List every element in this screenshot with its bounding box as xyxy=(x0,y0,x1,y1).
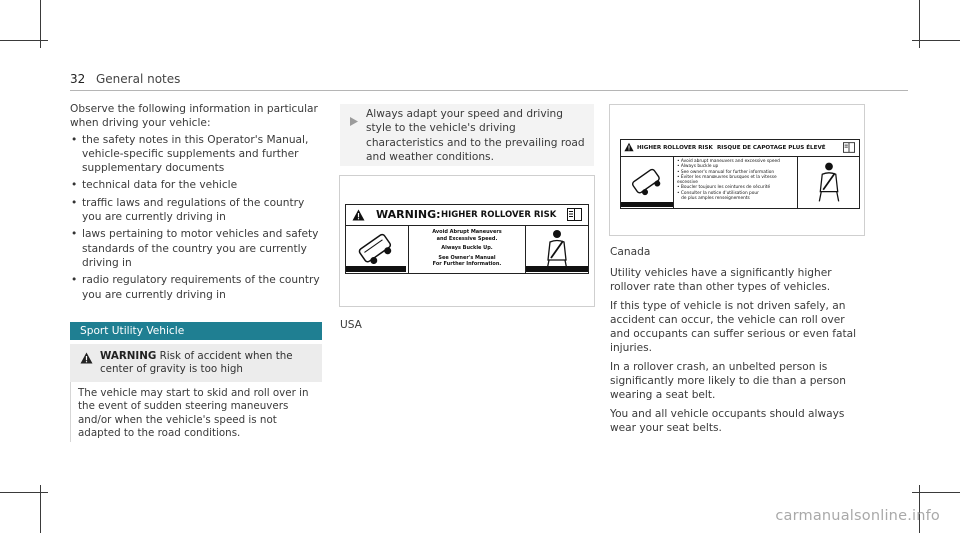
crop-mark xyxy=(0,492,48,493)
rollover-icon xyxy=(346,226,406,272)
paragraph: You and all vehicle occupants should always wear your seat belts. xyxy=(610,407,845,434)
usa-label-line: For Further Information. xyxy=(432,261,502,267)
canada-label-line: • Boucler toujours les ceintures de sécurité xyxy=(677,185,771,191)
usa-label-prefix: WARNING: xyxy=(376,208,441,221)
list-item: • traffic laws and regulations of the country you are currently driving in xyxy=(70,196,322,225)
paragraph: If this type of vehicle is not driven safely, an accident can occur, the vehicle can roll over and occupants can suffer serious or even fatal injuries. xyxy=(610,299,857,355)
usa-label-header xyxy=(346,205,588,226)
usa-label-line: See Owner's Manual xyxy=(438,254,496,261)
canada-label-line: • Always buckle up xyxy=(677,164,719,170)
paragraph: In a rollover crash, an unbelted person is significantly more likely to die than a person wearing a seat belt. xyxy=(610,360,847,402)
crop-mark xyxy=(912,40,960,41)
warning-label: WARNING xyxy=(100,350,157,362)
canada-caption: Canada xyxy=(610,246,651,258)
list-item: • radio regulatory requirements of the country you are currently driving in xyxy=(70,273,322,302)
canada-label-line: de plus amples renseignements xyxy=(677,196,750,202)
play-arrow-icon xyxy=(350,111,358,130)
canada-title-en: HIGHER ROLLOVER RISK xyxy=(637,145,713,151)
seatbelt-pictogram xyxy=(799,157,859,208)
canada-label-line: • See owner's manual for further information xyxy=(677,169,775,175)
rollover-pictogram xyxy=(621,157,674,208)
section-heading-band xyxy=(70,322,322,340)
usa-label-text xyxy=(409,226,526,273)
usa-label-line: Always Buckle Up. xyxy=(441,245,493,251)
usa-warning-label xyxy=(345,204,589,274)
canada-warning-label xyxy=(620,139,860,209)
page-number: 32 xyxy=(70,72,86,86)
canada-label-header xyxy=(621,140,859,157)
usa-caption: USA xyxy=(340,319,362,331)
warning-body: The vehicle may start to skid and roll over in the event of sudden steering maneuvers and/or when the vehicle's speed is not adapted to the road conditions. xyxy=(78,387,309,439)
usa-label-line: and Excessive Speed. xyxy=(436,235,498,242)
requirements-list xyxy=(70,133,322,302)
warning-headline: Risk of accident when the center of gravity is too high xyxy=(100,350,293,376)
list-item: • laws pertaining to motor vehicles and safety standards of the country you are currently driving in xyxy=(70,227,322,270)
watermark: carmanualsonline.info xyxy=(775,508,940,524)
seatbelt-icon xyxy=(526,226,588,272)
left-column xyxy=(70,102,322,305)
note-box xyxy=(340,104,594,166)
header-divider xyxy=(70,90,908,91)
right-column-text xyxy=(610,266,864,435)
manual-book-icon xyxy=(567,208,582,228)
canada-label-text xyxy=(674,157,798,208)
usa-label-title: HIGHER ROLLOVER RISK xyxy=(441,210,557,220)
canada-title-fr: RISQUE DE CAPOTAGE PLUS ÉLEVÉ xyxy=(717,145,826,151)
paragraph: Utility vehicles have a significantly higher rollover rate than other types of vehicles. xyxy=(610,267,832,294)
section-title: General notes xyxy=(96,72,181,86)
warning-box xyxy=(70,344,322,442)
canada-label-line: • Consulter la notice d'utilisation pour xyxy=(677,190,759,196)
canada-label-line: • Éviter les manœuvres brusques et la vitesse excessive xyxy=(677,174,777,186)
seatbelt-pictogram xyxy=(526,226,588,273)
note-text: Always adapt your speed and driving style to the vehicle's driving characteristics and to the prevailing road and weather conditions. xyxy=(366,108,585,163)
usa-label-line: Avoid Abrupt Maneuvers xyxy=(432,229,502,235)
seatbelt-icon xyxy=(799,157,859,207)
crop-mark xyxy=(0,40,48,41)
list-item: • the safety notes in this Operator's Manual, vehicle-specific supplements and further supplementary documents xyxy=(70,133,322,176)
list-item: • technical data for the vehicle xyxy=(70,178,322,192)
crop-mark xyxy=(912,492,960,493)
intro-text: Observe the following information in particular when driving your vehicle: xyxy=(70,103,318,130)
warning-triangle-icon xyxy=(80,352,93,368)
rollover-pictogram xyxy=(346,226,409,273)
rollover-icon xyxy=(621,157,673,207)
canada-label-line: • Avoid abrupt maneuvers and excessive speed xyxy=(677,159,780,164)
section-heading: Sport Utility Vehicle xyxy=(80,325,185,337)
warning-header xyxy=(70,344,322,382)
warning-triangle-icon xyxy=(352,208,365,228)
